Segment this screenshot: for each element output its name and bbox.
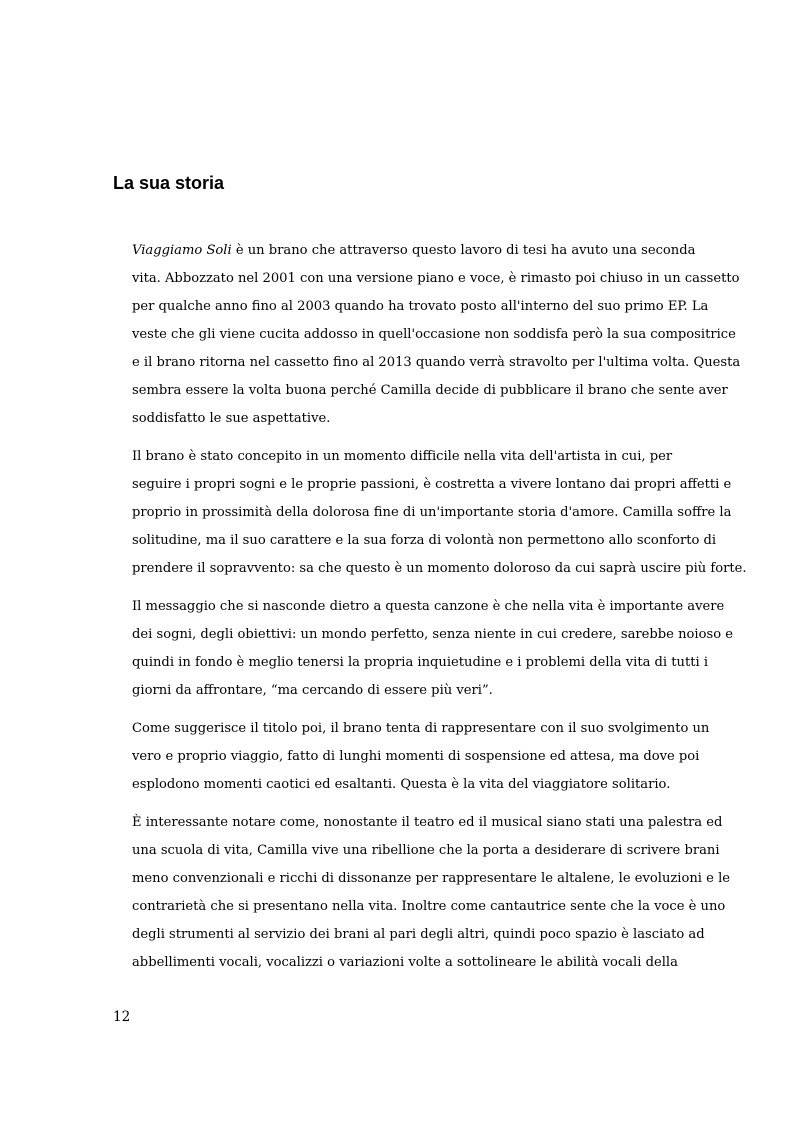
text-line: Il brano è stato concepito in un momento difficile nella vita dell'artista in cui, per: [132, 449, 673, 464]
text-line: vita. Abbozzato nel 2001 con una versione piano e voce, è rimasto poi chiuso in un cassetto: [132, 271, 740, 286]
text-line: giorni da affrontare, “ma cercando di essere più veri”.: [132, 683, 493, 698]
text-line: abbellimenti vocali, vocalizzi o variazioni volte a sottolineare le abilità vocali della: [132, 955, 678, 970]
text-line: proprio in prossimità della dolorosa fine di un'importante storia d'amore. Camilla soffre la: [132, 505, 732, 520]
body-text: [113, 237, 747, 987]
text-line: vero e proprio viaggio, fatto di lunghi momenti di sospensione ed attesa, ma dove poi: [132, 749, 700, 764]
text-line: esplodono momenti caotici ed esaltanti. Questa è la vita del viaggiatore solitario.: [132, 777, 671, 792]
text-line: [113, 237, 698, 265]
paragraph-2: [113, 443, 747, 583]
text-run: è un brano che attraverso questo lavoro di tesi ha avuto una seconda: [231, 243, 696, 258]
text-line: dei sogni, degli obiettivi: un mondo perfetto, senza niente in cui credere, sarebbe noioso e: [132, 627, 733, 642]
text-line: degli strumenti al servizio dei brani al pari degli altri, quindi poco spazio è lasciato ad: [132, 927, 705, 942]
text-line: solitudine, ma il suo carattere e la sua forza di volontà non permettono allo sconforto di: [132, 533, 717, 548]
song-title: Viaggiamo Soli: [132, 243, 232, 258]
text-line: È interessante notare come, nonostante il teatro ed il musical siano stati una palestra ed: [132, 815, 723, 830]
text-line: meno convenzionali e ricchi di dissonanze per rappresentare le altalene, le evoluzioni e le: [132, 871, 731, 886]
text-line: Come suggerisce il titolo poi, il brano tenta di rappresentare con il suo svolgimento un: [132, 721, 710, 736]
text-line: contrarietà che si presentano nella vita. Inoltre come cantautrice sente che la voce è uno: [132, 899, 726, 914]
text-line: veste che gli viene cucita addosso in quell'occasione non soddisfa però la sua compositrice: [132, 327, 736, 342]
page-number: 12: [113, 1009, 131, 1025]
paragraph-5: [113, 809, 731, 977]
text-line: prendere il sopravvento: sa che questo è un momento doloroso da cui saprà uscire più forte.: [132, 561, 747, 576]
text-line: quindi in fondo è meglio tenersi la propria inquietudine e i problemi della vita di tutti i: [132, 655, 709, 670]
text-line: sembra essere la volta buona perché Camilla decide di pubblicare il brano che sente aver: [132, 383, 728, 398]
text-line: e il brano ritorna nel cassetto fino al 2013 quando verrà stravolto per l'ultima volta. Questa: [132, 355, 741, 370]
text-line: seguire i propri sogni e le proprie passioni, è costretta a vivere lontano dai propri affetti e: [132, 477, 732, 492]
text-line: soddisfatto le sue aspettative.: [132, 411, 331, 426]
section-heading: La sua storia: [113, 173, 225, 193]
paragraph-4: [113, 715, 710, 799]
paragraph-1: [113, 237, 741, 433]
text-line: una scuola di vita, Camilla vive una ribellione che la porta a desiderare di scrivere brani: [132, 843, 720, 858]
text-line: per qualche anno fino al 2003 quando ha trovato posto all'interno del suo primo EP. La: [132, 299, 709, 314]
paragraph-3: [113, 593, 733, 705]
text-line: Il messaggio che si nasconde dietro a questa canzone è che nella vita è importante avere: [132, 599, 725, 614]
